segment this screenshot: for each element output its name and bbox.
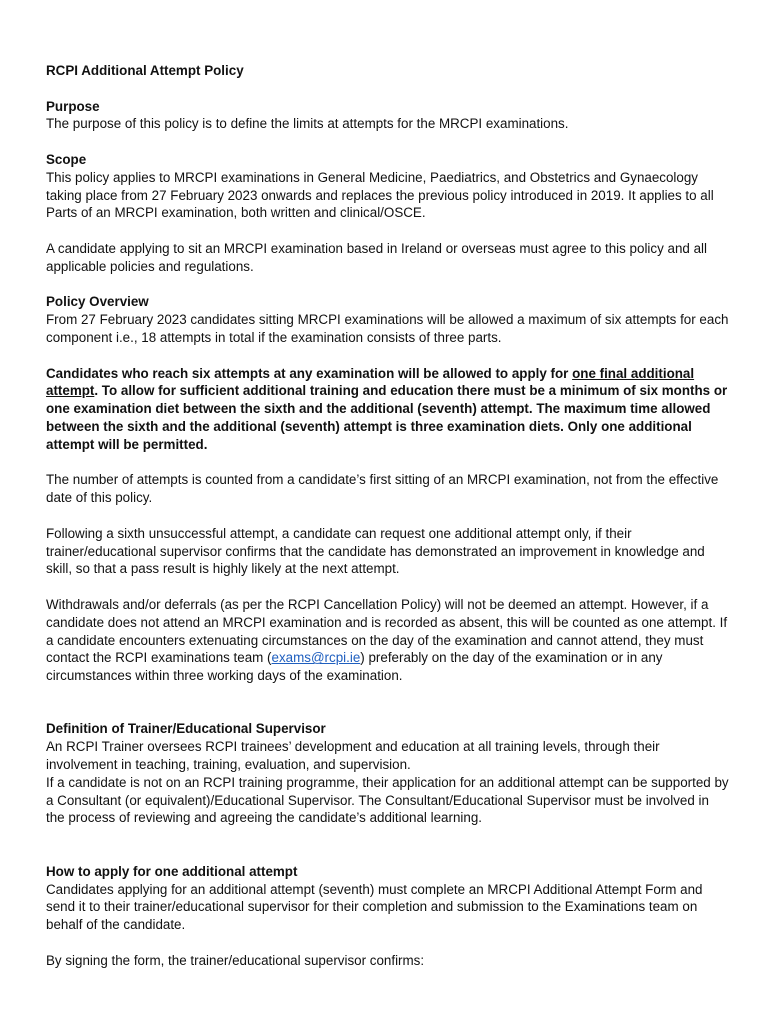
how-to-apply-heading: How to apply for one additional attempt xyxy=(46,863,298,879)
overview-paragraph-3: Following a sixth unsuccessful attempt, a candidate can request one additional attempt only, if their trainer/educational supervisor confirms that the candidate has demonstrated an improvement in knowledge and skill, so that a pass result is highly likely at the next attempt. xyxy=(46,525,705,577)
document-page xyxy=(46,62,730,970)
scope-paragraph-2: A candidate applying to sit an MRCPI examination based in Ireland or overseas must agree to this policy and all applicable policies and regulations. xyxy=(46,240,707,274)
purpose-heading: Purpose xyxy=(46,98,100,114)
definition-paragraph-1: An RCPI Trainer oversees RCPI trainees’ development and education at all training levels, through their involvement in teaching, training, evaluation, and supervision. xyxy=(46,739,660,773)
definition-paragraph-2: If a candidate is not on an RCPI training programme, their application for an additional attempt can be supported by a Consultant (or equivalent)/Educational Supervisor. The Consultant/Educational Supervisor must be involved in the process of reviewing and agreeing the candidate’s additional learning. xyxy=(46,774,729,826)
document-title: RCPI Additional Attempt Policy xyxy=(46,63,244,78)
policy-overview-heading: Policy Overview xyxy=(46,294,149,310)
overview-paragraph-1: From 27 February 2023 candidates sitting MRCPI examinations will be allowed a maximum of six attempts for each component i.e., 18 attempts in total if the examination consists of three parts. xyxy=(46,312,729,345)
bold-text-end: . To allow for sufficient additional training and education there must be a minimum of six months or one examination diet between the sixth and the additional (seventh) attempt. The maximum time allowed between the sixth and the additional (seventh) attempt is three examination diets. Only one additional attempt will be permitted. xyxy=(46,383,728,452)
overview-paragraph-4 xyxy=(46,596,730,685)
how-to-apply-paragraph-2: By signing the form, the trainer/educational supervisor confirms: xyxy=(46,952,425,968)
overview-paragraph-2: The number of attempts is counted from a candidate’s first sitting of an MRCPI examination, not from the effective date of this policy. xyxy=(46,472,719,506)
email-link[interactable]: exams@rcpi.ie xyxy=(271,650,361,666)
how-to-apply-paragraph-1: Candidates applying for an additional attempt (seventh) must complete an MRCPI Additional Attempt Form and send it to their trainer/educational supervisor for their completion and submission to the Examinations team on behalf of the candidate. xyxy=(46,881,703,933)
definition-heading: Definition of Trainer/Educational Supervisor xyxy=(46,721,326,737)
overview-bold-paragraph xyxy=(46,365,730,454)
withdrawals-text: Withdrawals and/or deferrals (as per the RCPI Cancellation Policy) will not be deemed an attempt. However, if a candidate does not attend an MRCPI examination and is recorded as absent, this will be counted as one attempt. If a candidate encounters extenuating circumstances on the day of the examination and cannot attend, they must contact the RCPI examinations team ( xyxy=(46,596,728,666)
scope-paragraph-1: This policy applies to MRCPI examinations in General Medicine, Paediatrics, and Obstetrics and Gynaecology taking place from 27 February 2023 onwards and replaces the previous policy introduced in 2019. It applies to all Parts of an MRCPI examination, both written and clinical/OSCE. xyxy=(46,169,714,221)
one-final-additional-attempt-underlined: one final additional attempt xyxy=(46,365,695,399)
purpose-text: The purpose of this policy is to define the limits at attempts for the MRCPI examinations. xyxy=(46,116,569,132)
bold-text-start: Candidates who reach six attempts at any examination will be allowed to apply for xyxy=(46,365,573,381)
scope-heading: Scope xyxy=(46,151,87,167)
withdrawals-text-end: ) preferably on the day of the examination or in any circumstances within three working days of the examination. xyxy=(46,650,663,684)
